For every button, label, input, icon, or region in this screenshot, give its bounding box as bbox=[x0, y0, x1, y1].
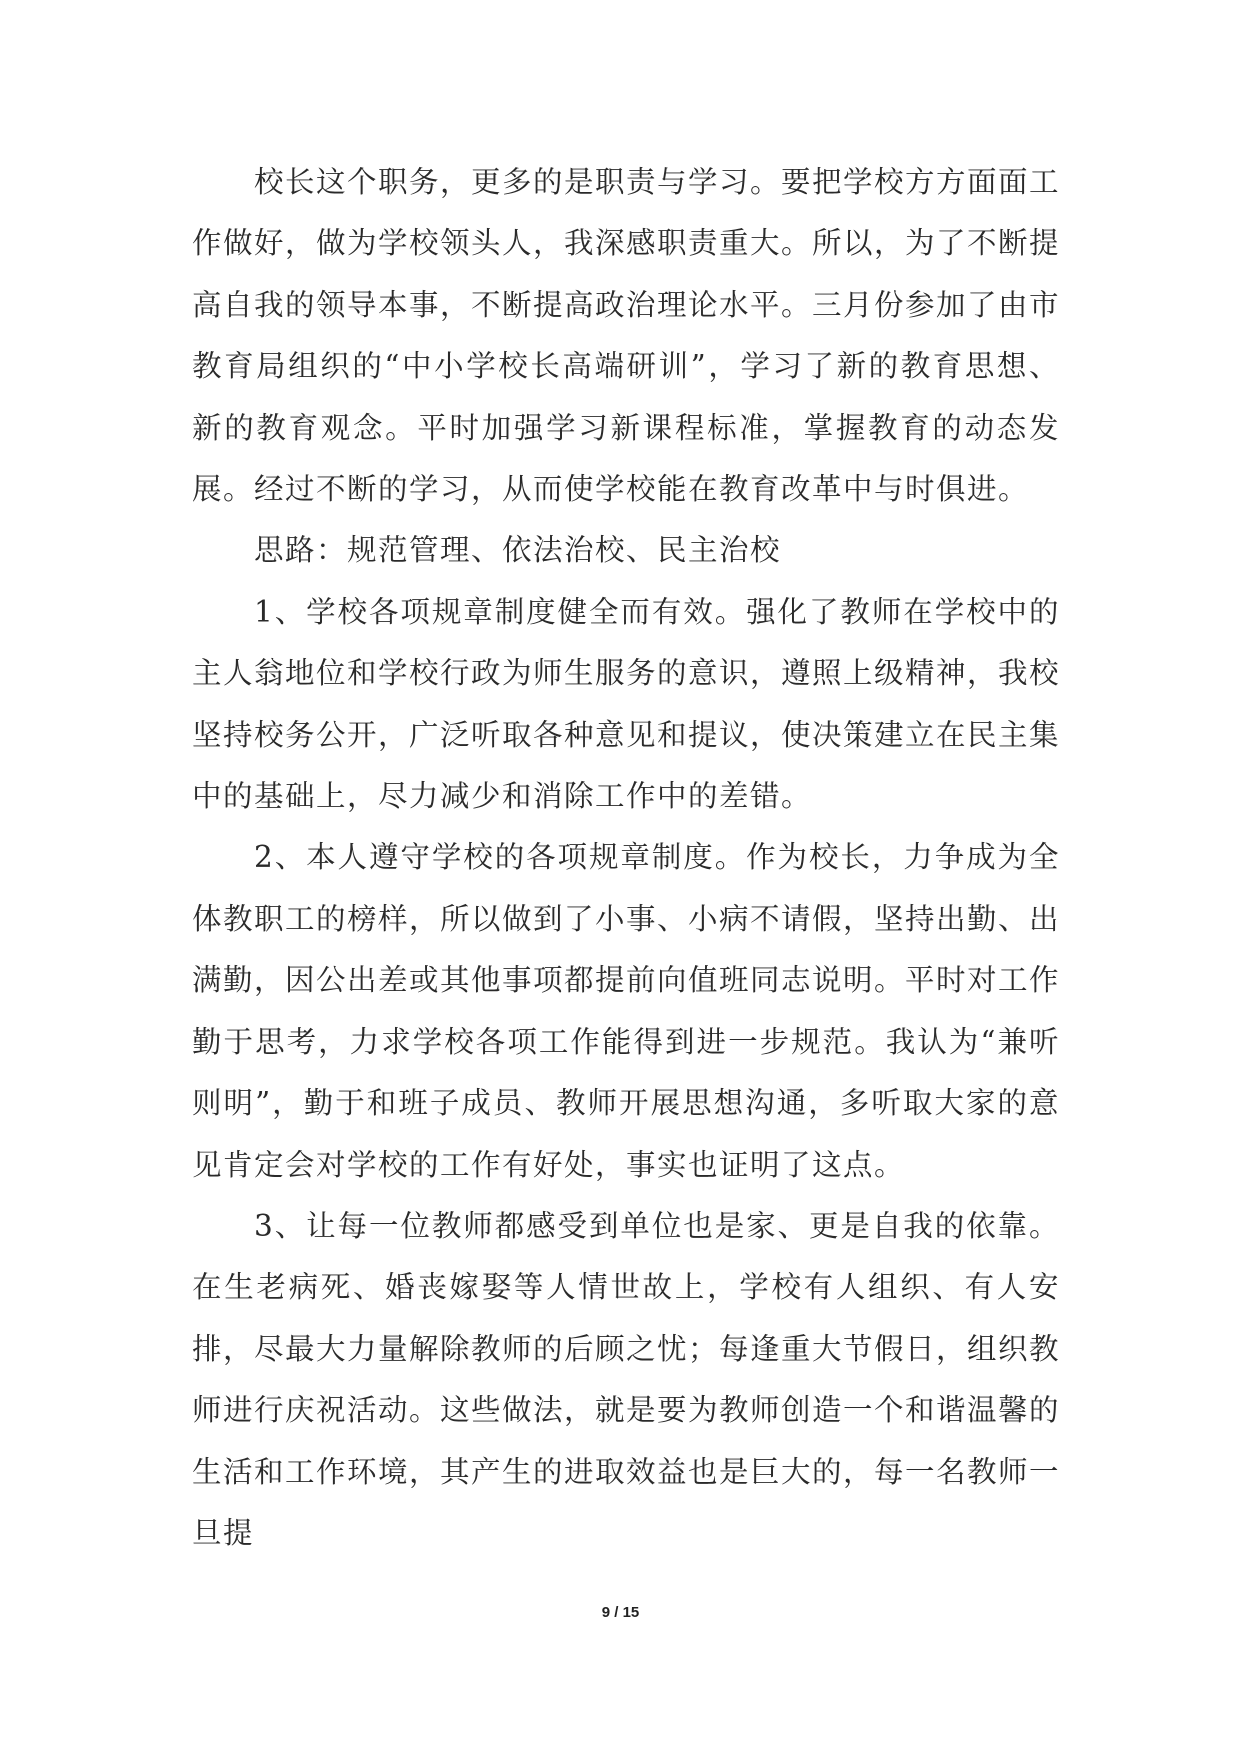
page-number: 9 / 15 bbox=[601, 1604, 640, 1621]
paragraph-approach: 思路：规范管理、依法治校、民主治校 bbox=[254, 533, 782, 568]
paragraph-principal-duty: 校长这个职务，更多的是职责与学习。要把学校方方面面工作做好，做为学校领头人，我深感职责重大。所以，为了不断提高自我的领导本事，不断提高政治理论水平。三月份参加了由市教育局组织的“中小学校长高端研训”，学习了新的教育思想、新的教育观念。平时加强学习新课程标准，掌握教育的动态发展。经过不断的学习，从而使学校能在教育改革中与时俱进。 bbox=[192, 165, 1061, 507]
paragraph-point-2: 2、本人遵守学校的各项规章制度。作为校长，力争成为全体教职工的榜样，所以做到了小事、小病不请假，坚持出勤、出满勤，因公出差或其他事项都提前向值班同志说明。平时对工作勤于思考，力求学校各项工作能得到进一步规范。我认为“兼听则明”，勤于和班子成员、教师开展思想沟通，多听取大家的意见肯定会对学校的工作有好处，事实也证明了这点。 bbox=[192, 840, 1061, 1182]
paragraph-point-3: 3、让每一位教师都感受到单位也是家、更是自我的依靠。在生老病死、婚丧嫁娶等人情世故上，学校有人组织、有人安排，尽最大力量解除教师的后顾之忧；每逢重大节假日，组织教师进行庆祝活动。这些做法，就是要为教师创造一个和谐温馨的生活和工作环境，其产生的进取效益也是巨大的，每一名教师一旦提 bbox=[192, 1208, 1061, 1550]
document-body bbox=[192, 152, 1060, 1564]
paragraph-point-1: 1、学校各项规章制度健全而有效。强化了教师在学校中的主人翁地位和学校行政为师生服务的意识，遵照上级精神，我校坚持校务公开，广泛听取各种意见和提议，使决策建立在民主集中的基础上，尽力减少和消除工作中的差错。 bbox=[192, 594, 1061, 814]
